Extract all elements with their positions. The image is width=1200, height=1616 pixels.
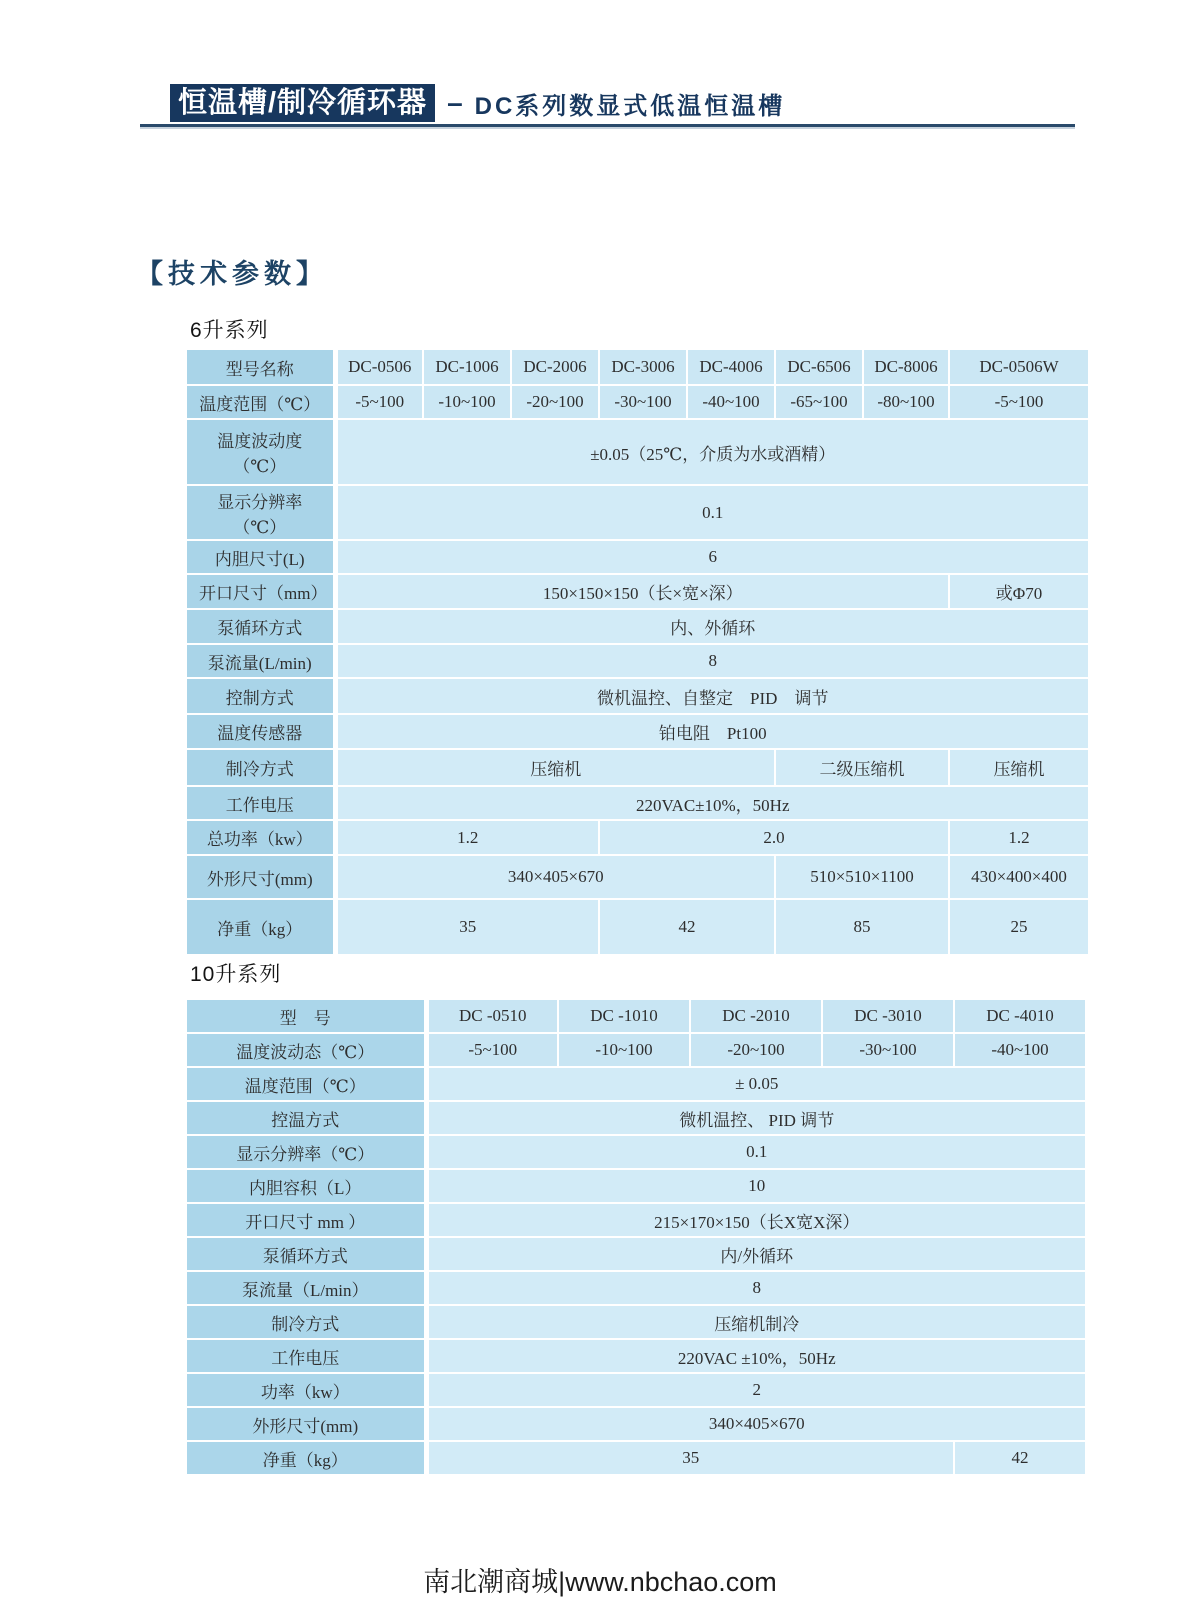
cell-value: -20~100 (690, 1033, 822, 1067)
cell-value: 内/外循环 (426, 1237, 1086, 1271)
row-label: 泵循环方式 (186, 609, 335, 644)
table-row (186, 349, 1089, 385)
cell-value: 1.2 (335, 820, 599, 855)
cell-value: 0.1 (426, 1135, 1086, 1169)
table-row (186, 899, 1089, 955)
cell-value: 340×405×670 (426, 1407, 1086, 1441)
table-row (186, 609, 1089, 644)
row-label: 型 号 (186, 999, 426, 1033)
table-row (186, 999, 1086, 1033)
cell-value: 铂电阻 Pt100 (335, 714, 1089, 749)
row-label: 型号名称 (186, 349, 335, 385)
table-row (186, 419, 1089, 485)
table-caption-10l: 10升系列 (190, 963, 282, 986)
row-label: 净重（kg） (186, 899, 335, 955)
page-header (170, 84, 785, 122)
cell-value: -40~100 (687, 385, 775, 419)
row-label: 温度波动度（℃） (186, 419, 335, 485)
spec-table-10l (185, 998, 1087, 1476)
row-label: 温度范围（℃） (186, 385, 335, 419)
cell-value: 或Φ70 (949, 574, 1089, 609)
cell-value: 510×510×1100 (775, 855, 949, 899)
cell-value: 2 (426, 1373, 1086, 1407)
cell-value: DC -1010 (558, 999, 690, 1033)
footer-watermark: 南北潮商城|www.nbchao.com (423, 1567, 777, 1597)
row-label: 显示分辨率（℃） (186, 485, 335, 540)
cell-value: 85 (775, 899, 949, 955)
page-subtitle: DC系列数显式低温恒温槽 (474, 92, 786, 120)
row-label: 制冷方式 (186, 1305, 426, 1339)
cell-value: 6 (335, 540, 1089, 574)
cell-value: DC -2010 (690, 999, 822, 1033)
cell-value: 25 (949, 899, 1089, 955)
table-row (186, 1101, 1086, 1135)
cell-value: DC-0506W (949, 349, 1089, 385)
table-row (186, 714, 1089, 749)
table-row (186, 1407, 1086, 1441)
cell-value: 压缩机 (335, 749, 775, 786)
row-label: 外形尺寸(mm) (186, 855, 335, 899)
cell-value: ± 0.05 (426, 1067, 1086, 1101)
table-row (186, 385, 1089, 419)
table-row (186, 786, 1089, 820)
cell-value: 二级压缩机 (775, 749, 949, 786)
table-row (186, 855, 1089, 899)
table-row (186, 1067, 1086, 1101)
cell-value: 215×170×150（长X宽X深） (426, 1203, 1086, 1237)
row-label: 内胆容积（L） (186, 1169, 426, 1203)
row-label: 温度传感器 (186, 714, 335, 749)
table-row (186, 1271, 1086, 1305)
row-label: 净重（kg） (186, 1441, 426, 1475)
row-label: 外形尺寸(mm) (186, 1407, 426, 1441)
cell-value: -10~100 (558, 1033, 690, 1067)
cell-value: DC-6506 (775, 349, 863, 385)
table-row (186, 1441, 1086, 1475)
title-separator: – (447, 87, 463, 118)
cell-value: -5~100 (949, 385, 1089, 419)
table-row (186, 485, 1089, 540)
cell-value: -65~100 (775, 385, 863, 419)
table-row (186, 1169, 1086, 1203)
cell-value: 220VAC ±10%，50Hz (426, 1339, 1086, 1373)
table-row (186, 1237, 1086, 1271)
header-divider (140, 124, 1075, 129)
cell-value: 35 (426, 1441, 954, 1475)
cell-value: -5~100 (426, 1033, 558, 1067)
row-label: 泵循环方式 (186, 1237, 426, 1271)
table-row (186, 1339, 1086, 1373)
cell-value: DC-4006 (687, 349, 775, 385)
section-title: 【技术参数】 (136, 259, 328, 289)
cell-value: 微机温控、 PID 调节 (426, 1101, 1086, 1135)
product-category-badge: 恒温槽/制冷循环器 (170, 84, 435, 122)
cell-value: -30~100 (822, 1033, 954, 1067)
row-label: 内胆尺寸(L) (186, 540, 335, 574)
row-label: 显示分辨率（℃） (186, 1135, 426, 1169)
cell-value: DC -3010 (822, 999, 954, 1033)
cell-value: 42 (599, 899, 775, 955)
spec-table-6l (185, 348, 1090, 956)
table-row (186, 1373, 1086, 1407)
row-label: 功率（kw） (186, 1373, 426, 1407)
row-label: 制冷方式 (186, 749, 335, 786)
table-row (186, 1305, 1086, 1339)
cell-value: DC-1006 (423, 349, 511, 385)
cell-value: -80~100 (863, 385, 949, 419)
cell-value: 1.2 (949, 820, 1089, 855)
cell-value: 220VAC±10%，50Hz (335, 786, 1089, 820)
cell-value: 压缩机制冷 (426, 1305, 1086, 1339)
cell-value: DC-2006 (511, 349, 599, 385)
table-row (186, 644, 1089, 678)
cell-value: -5~100 (335, 385, 423, 419)
cell-value: 340×405×670 (335, 855, 775, 899)
cell-value: 35 (335, 899, 599, 955)
cell-value: 微机温控、自整定 PID 调节 (335, 678, 1089, 714)
row-label: 泵流量（L/min） (186, 1271, 426, 1305)
cell-value: 压缩机 (949, 749, 1089, 786)
cell-value: -10~100 (423, 385, 511, 419)
cell-value: 42 (954, 1441, 1086, 1475)
table-row (186, 678, 1089, 714)
cell-value: DC-0506 (335, 349, 423, 385)
row-label: 温度范围（℃） (186, 1067, 426, 1101)
table-row (186, 820, 1089, 855)
table-row (186, 1033, 1086, 1067)
cell-value: DC -0510 (426, 999, 558, 1033)
table-row (186, 540, 1089, 574)
row-label: 开口尺寸 mm ） (186, 1203, 426, 1237)
cell-value: 8 (426, 1271, 1086, 1305)
row-label: 控温方式 (186, 1101, 426, 1135)
cell-value: -40~100 (954, 1033, 1086, 1067)
cell-value: DC-3006 (599, 349, 687, 385)
cell-value: -20~100 (511, 385, 599, 419)
cell-value: DC -4010 (954, 999, 1086, 1033)
table-caption-6l: 6升系列 (190, 319, 269, 342)
row-label: 开口尺寸（mm） (186, 574, 335, 609)
table-row (186, 749, 1089, 786)
cell-value: 430×400×400 (949, 855, 1089, 899)
cell-value: 8 (335, 644, 1089, 678)
row-label: 泵流量(L/min) (186, 644, 335, 678)
cell-value: 10 (426, 1169, 1086, 1203)
cell-value: 2.0 (599, 820, 949, 855)
table-row (186, 1135, 1086, 1169)
row-label: 总功率（kw） (186, 820, 335, 855)
table-row (186, 574, 1089, 609)
cell-value: ±0.05（25℃，介质为水或酒精） (335, 419, 1089, 485)
row-label: 温度波动态（℃） (186, 1033, 426, 1067)
row-label: 控制方式 (186, 678, 335, 714)
cell-value: 内、外循环 (335, 609, 1089, 644)
cell-value: 0.1 (335, 485, 1089, 540)
row-label: 工作电压 (186, 1339, 426, 1373)
row-label: 工作电压 (186, 786, 335, 820)
cell-value: -30~100 (599, 385, 687, 419)
cell-value: DC-8006 (863, 349, 949, 385)
table-row (186, 1203, 1086, 1237)
cell-value: 150×150×150（长×宽×深） (335, 574, 949, 609)
